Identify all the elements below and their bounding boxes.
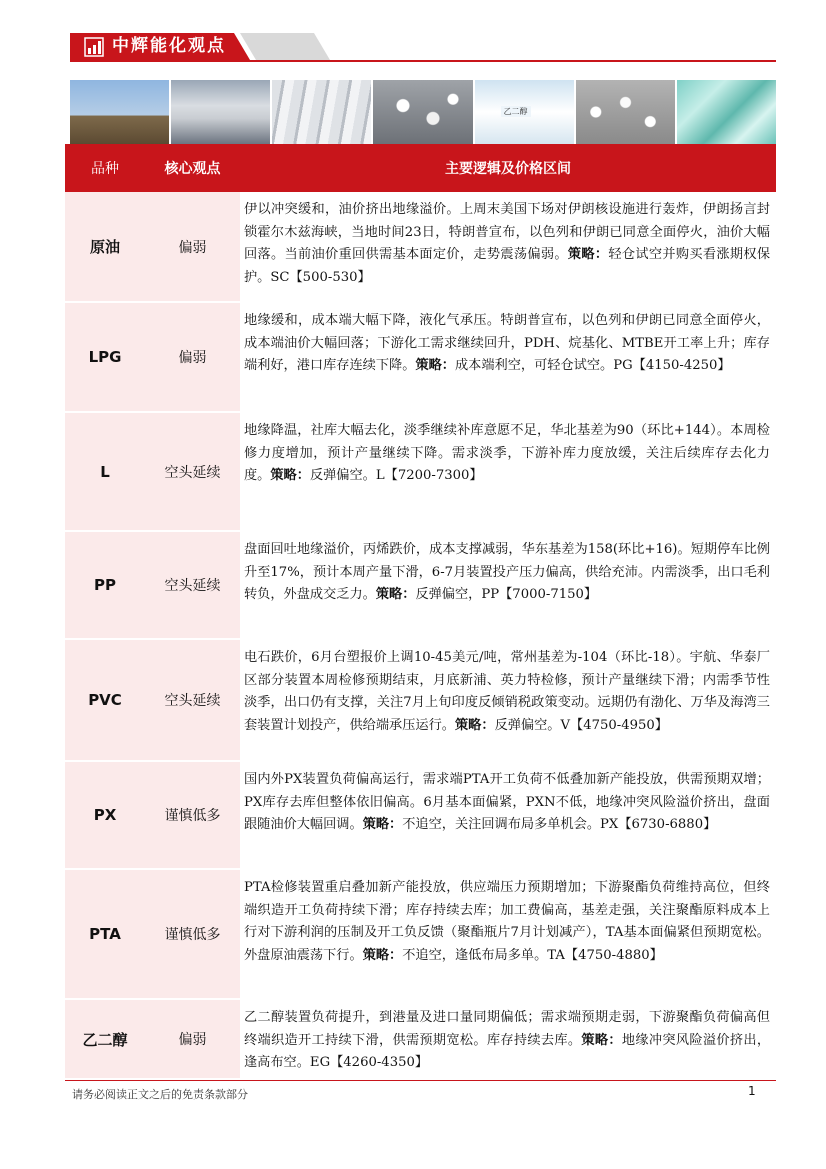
header-core-view: 核心观点 [164, 161, 221, 177]
footer-divider [65, 1080, 776, 1081]
core-view: 偏弱 [178, 350, 207, 366]
product-name: LPG [88, 348, 122, 366]
product-name: PTA [89, 925, 121, 943]
table-row [65, 640, 776, 762]
strategy-text: 反弹偏空。L【7200-7300】 [309, 468, 483, 483]
product-name: L [100, 462, 110, 481]
table-row [65, 303, 776, 413]
header-logic: 主要逻辑及价格区间 [445, 161, 571, 177]
logic-text: 地缘缓和，成本端大幅下降，液化气承压。特朗普宣布，以色列和伊朗已同意全面停火，成本端油价大幅回落；下游化工需求继续回升，PDH、烷基化、MTBE开工率上升；库存端利好，港口库存连续下降。策略：成本端利空，可轻仓试空。PG【4150-4250】 [240, 303, 776, 411]
core-view: 偏弱 [178, 239, 207, 256]
product-name: 原油 [89, 238, 120, 256]
glycol-bottle-photo [475, 80, 574, 144]
strategy-label: 策略： [567, 247, 609, 262]
strategy-text: 不追空，关注回调布局多单机会。PX【6730-6880】 [402, 817, 717, 832]
logic-text: 盘面回吐地缘溢价，丙烯跌价，成本支撑减弱，华东基差为158(环比+16)。短期停车比例升至17%，预计本周产量下滑，6-7月装置投产压力偏高，供给充沛。内需淡季，出口毛利转负，外盘成交乏力。策略：反弹偏空，PP【7000-7150】 [240, 532, 776, 638]
strategy-text: 不追空，逢低布局多单。TA【4750-4880】 [402, 947, 663, 963]
strategy-text: 反弹偏空。V【4750-4950】 [494, 717, 668, 733]
product-name: PP [94, 576, 116, 594]
header-title: 中辉能化观点 [112, 36, 226, 56]
glass-sheets-photo [677, 80, 776, 144]
strategy-label: 策略： [362, 947, 403, 963]
strategy-label: 策略： [270, 468, 310, 483]
product-name: PX [93, 806, 117, 824]
product-name: PVC [88, 691, 122, 709]
bar-chart-logo-icon [84, 37, 104, 57]
strategy-label: 策略： [362, 817, 403, 832]
disclaimer-note: 请务必阅读正文之后的免责条款部分 [72, 1088, 248, 1101]
core-view: 空头延续 [164, 693, 221, 709]
plastic-pellets-photo [373, 80, 472, 144]
strategy-label: 策略： [581, 1032, 622, 1048]
logic-text: PTA检修装置重启叠加新产能投放，供应端压力预期增加；下游聚酯负荷维持高位，但终端织造开工负荷持续下滑；库存持续去库；加工费偏高，基差走强，关注聚酯原料成本上行对下游利润的压制及开工负反馈（聚酯瓶片7月计划减产），TA基本面偏紧但预期宽松。外盘原油震荡下行。策略：不追空，逢低布局多单。TA【4750-4880】 [240, 870, 776, 998]
logic-text: 地缘降温，社库大幅去化，淡季继续补库意愿不足，华北基差为90（环比+144）。本周检修力度增加，预计产量继续下降。需求淡季，下游补库力度放缓，关注后续库存去化力度。策略：反弹偏空。L【7200-7300】 [240, 413, 776, 530]
header-divider [70, 60, 776, 62]
core-view: 偏弱 [178, 1032, 207, 1048]
logic-text: 乙二醇装置负荷提升，到港量及进口量同期偏低；需求端预期走弱，下游聚酯负荷偏高但终端织造开工持续下滑，供需预期宽松。库存持续去库。策略：地缘冲突风险溢价挤出，逢高布空。EG【4260-4350】 [240, 1000, 776, 1078]
strategy-label: 策略： [455, 717, 495, 733]
table-row [65, 1000, 776, 1080]
core-view: 谨慎低多 [164, 927, 221, 943]
report-header [70, 33, 776, 63]
core-view: 谨慎低多 [164, 808, 221, 824]
glycol-bottle-label: 乙二醇 [501, 106, 531, 117]
strategy-text: 成本端利空，可轻仓试空。PG【4150-4250】 [455, 358, 731, 373]
market-view-table [65, 144, 776, 1080]
strategy-label: 策略： [415, 358, 455, 373]
table-row [65, 192, 776, 303]
pvc-pipes-photo [272, 80, 371, 144]
table-row [65, 532, 776, 640]
table-row [65, 870, 776, 1000]
oil-pumpjack-photo [70, 80, 169, 144]
product-photo-banner [70, 80, 776, 144]
pellets-closeup-photo [576, 80, 675, 144]
logic-text: 伊以冲突缓和，油价挤出地缘溢价。上周末美国下场对伊朗核设施进行轰炸，伊朗扬言封锁霍尔木兹海峡，当地时间23日，特朗普宣布，以色列和伊朗已同意全面停火，油价大幅回落。当前油价重回供需基本面定价，走势震荡偏弱。策略：轻仓试空并购买看涨期权保护。SC【500-530】 [240, 192, 776, 301]
logic-text: 国内外PX装置负荷偏高运行，需求端PTA开工负荷不低叠加新产能投放，供需预期双增；PX库存去库但整体依旧偏高。6月基本面偏紧，PXN不低，地缘冲突风险溢价挤出，盘面跟随油价大幅回调。策略：不追空，关注回调布局多单机会。PX【6730-6880】 [240, 762, 776, 868]
page-number: 1 [748, 1084, 756, 1098]
core-view: 空头延续 [164, 578, 221, 594]
strategy-label: 策略： [375, 587, 416, 602]
table-row [65, 413, 776, 532]
strategy-text: 轻仓试空并购买看涨期权保护。SC【500-530】 [244, 247, 771, 285]
lpg-tank-photo [171, 80, 270, 144]
logic-text: 电石跌价，6月台塑报价上调10-45美元/吨，常州基差为-104（环比-18）。宇航、华泰厂区部分装置本周检修预期结束，月底新浦、英力特检修，预计产量继续下滑；内需季节性淡季，出口仍有支撑，关注7月上旬印度反倾销税政策变动。远期仍有渤化、万华及海湾三套装置计划投产，供给端承压运行。策略：反弹偏空。V【4750-4950】 [240, 640, 776, 760]
core-view: 空头延续 [164, 464, 221, 481]
table-header [65, 144, 776, 192]
table-row [65, 762, 776, 870]
header-product: 品种 [91, 161, 119, 177]
strategy-text: 反弹偏空，PP【7000-7150】 [415, 587, 598, 602]
strategy-text: 地缘冲突风险溢价挤出，逢高布空。EG【4260-4350】 [244, 1032, 771, 1070]
product-name: 乙二醇 [82, 1030, 128, 1049]
